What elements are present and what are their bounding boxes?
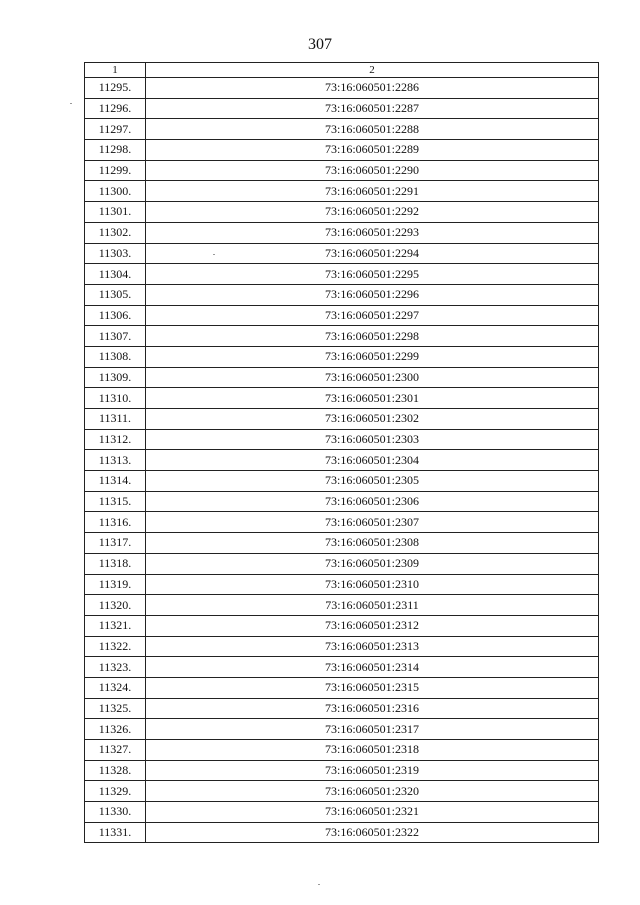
cadastral-number-cell: 73:16:060501:2289 [146,140,599,161]
table-row [85,802,599,823]
row-number-cell: 11295. [85,78,146,99]
row-number-cell: 11303. [85,243,146,264]
row-number-cell: 11312. [85,429,146,450]
table-row [85,615,599,636]
cadastral-number-cell: 73:16:060501:2293 [146,222,599,243]
table-row [85,574,599,595]
cadastral-number-cell: 73:16:060501:2319 [146,760,599,781]
row-number-cell: 11298. [85,140,146,161]
row-number-cell: 11314. [85,471,146,492]
cadastral-number-cell: 73:16:060501:2311 [146,595,599,616]
table-row [85,512,599,533]
scan-speck [213,254,215,255]
cadastral-number-cell: 73:16:060501:2300 [146,367,599,388]
table-row [85,243,599,264]
table-header-row [85,63,599,78]
row-number-cell: 11307. [85,326,146,347]
cadastral-number-cell: 73:16:060501:2316 [146,698,599,719]
row-number-cell: 11309. [85,367,146,388]
table-row [85,409,599,430]
row-number-cell: 11315. [85,491,146,512]
row-number-cell: 11311. [85,409,146,430]
cadastral-number-cell: 73:16:060501:2308 [146,533,599,554]
cadastral-number-cell: 73:16:060501:2304 [146,450,599,471]
table-row [85,140,599,161]
row-number-cell: 11321. [85,615,146,636]
cadastral-number-cell: 73:16:060501:2287 [146,98,599,119]
table-row [85,740,599,761]
row-number-cell: 11331. [85,822,146,843]
row-number-cell: 11317. [85,533,146,554]
scan-speck [318,884,320,885]
table-row [85,284,599,305]
table-row [85,160,599,181]
cadastral-number-cell: 73:16:060501:2290 [146,160,599,181]
row-number-cell: 11327. [85,740,146,761]
table-row [85,781,599,802]
table-row [85,491,599,512]
cadastral-number-cell: 73:16:060501:2317 [146,719,599,740]
cadastral-number-cell: 73:16:060501:2299 [146,346,599,367]
cadastral-number-cell: 73:16:060501:2297 [146,305,599,326]
cadastral-number-cell: 73:16:060501:2307 [146,512,599,533]
row-number-cell: 11305. [85,284,146,305]
cadastral-number-cell: 73:16:060501:2309 [146,553,599,574]
cadastral-number-cell: 73:16:060501:2302 [146,409,599,430]
table-row [85,677,599,698]
table-row [85,698,599,719]
row-number-cell: 11313. [85,450,146,471]
column-header-2: 2 [146,63,599,78]
table-row [85,429,599,450]
cadastral-number-cell: 73:16:060501:2286 [146,78,599,99]
table-row [85,78,599,99]
table-row [85,305,599,326]
row-number-cell: 11319. [85,574,146,595]
row-number-cell: 11310. [85,388,146,409]
row-number-cell: 11302. [85,222,146,243]
row-number-cell: 11301. [85,202,146,223]
cadastral-number-cell: 73:16:060501:2310 [146,574,599,595]
cadastral-table [84,62,599,843]
row-number-cell: 11329. [85,781,146,802]
row-number-cell: 11326. [85,719,146,740]
table-row [85,636,599,657]
row-number-cell: 11299. [85,160,146,181]
table-row [85,822,599,843]
cadastral-number-cell: 73:16:060501:2296 [146,284,599,305]
row-number-cell: 11306. [85,305,146,326]
row-number-cell: 11308. [85,346,146,367]
cadastral-number-cell: 73:16:060501:2314 [146,657,599,678]
cadastral-number-cell: 73:16:060501:2322 [146,822,599,843]
table-row [85,346,599,367]
cadastral-number-cell: 73:16:060501:2292 [146,202,599,223]
table-body [85,78,599,843]
row-number-cell: 11297. [85,119,146,140]
table-row [85,98,599,119]
row-number-cell: 11324. [85,677,146,698]
cadastral-number-cell: 73:16:060501:2315 [146,677,599,698]
table-row [85,760,599,781]
cadastral-number-cell: 73:16:060501:2318 [146,740,599,761]
table-row [85,326,599,347]
cadastral-number-cell: 73:16:060501:2312 [146,615,599,636]
cadastral-number-cell: 73:16:060501:2301 [146,388,599,409]
table-row [85,657,599,678]
cadastral-number-cell: 73:16:060501:2295 [146,264,599,285]
cadastral-number-cell: 73:16:060501:2298 [146,326,599,347]
cadastral-number-cell: 73:16:060501:2313 [146,636,599,657]
table-row [85,533,599,554]
cadastral-number-cell: 73:16:060501:2321 [146,802,599,823]
table-row [85,181,599,202]
cadastral-number-cell: 73:16:060501:2303 [146,429,599,450]
table-row [85,222,599,243]
row-number-cell: 11316. [85,512,146,533]
row-number-cell: 11330. [85,802,146,823]
row-number-cell: 11320. [85,595,146,616]
table-row [85,388,599,409]
table-row [85,264,599,285]
table-row [85,553,599,574]
table-row [85,450,599,471]
table-row [85,719,599,740]
cadastral-number-cell: 73:16:060501:2306 [146,491,599,512]
cadastral-number-cell: 73:16:060501:2291 [146,181,599,202]
row-number-cell: 11296. [85,98,146,119]
row-number-cell: 11325. [85,698,146,719]
row-number-cell: 11323. [85,657,146,678]
table-row [85,367,599,388]
row-number-cell: 11300. [85,181,146,202]
table-row [85,119,599,140]
row-number-cell: 11322. [85,636,146,657]
cadastral-number-cell: 73:16:060501:2305 [146,471,599,492]
column-header-1: 1 [85,63,146,78]
scan-speck [70,103,72,104]
table-row [85,202,599,223]
row-number-cell: 11318. [85,553,146,574]
cadastral-number-cell: 73:16:060501:2320 [146,781,599,802]
table-row [85,595,599,616]
row-number-cell: 11304. [85,264,146,285]
row-number-cell: 11328. [85,760,146,781]
page-number: 307 [308,36,332,53]
cadastral-number-cell: 73:16:060501:2294 [146,243,599,264]
table-row [85,471,599,492]
cadastral-number-cell: 73:16:060501:2288 [146,119,599,140]
